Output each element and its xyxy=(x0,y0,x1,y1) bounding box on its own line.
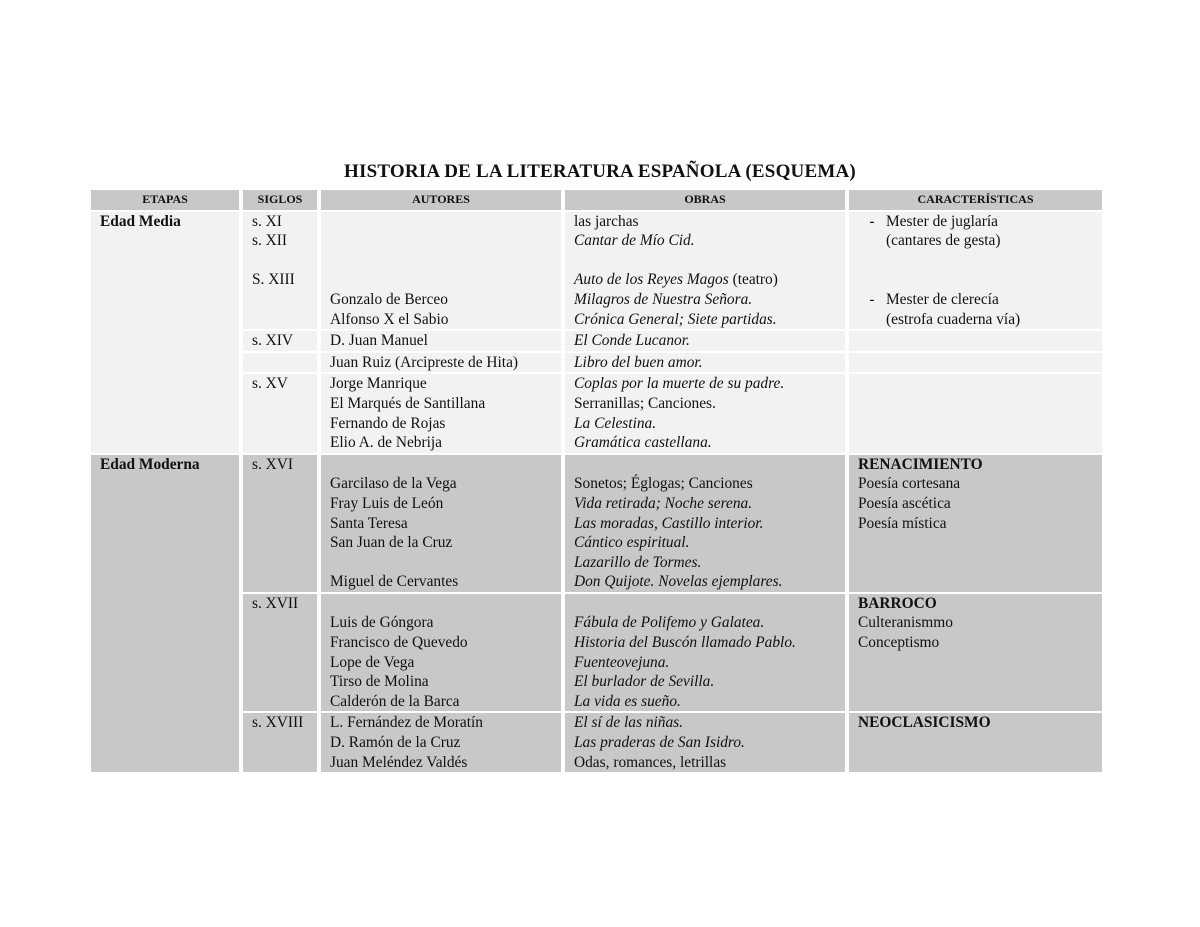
siglo-label: s. XII xyxy=(252,232,288,250)
siglo-cell: s. XVIII xyxy=(243,713,321,774)
caracteristicas-cell xyxy=(849,331,1102,353)
caracteristicas-cell xyxy=(849,353,1102,375)
autor: D. Ramón de la Cruz xyxy=(330,734,461,752)
obra: Milagros de Nuestra Señora. xyxy=(574,290,753,308)
obra: La Celestina. xyxy=(574,414,657,432)
autor: Lope de Vega xyxy=(330,653,415,671)
obra-note: (teatro) xyxy=(728,271,778,289)
autor: Luis de Góngora xyxy=(330,614,434,632)
obra: Vida retirada; Noche serena. xyxy=(574,494,753,512)
periodo-heading: NEOCLASICISMO xyxy=(858,714,991,732)
siglo-cell: s. XVI xyxy=(243,455,321,594)
autor: Elio A. de Nebrija xyxy=(330,434,442,452)
autor: San Juan de la Cruz xyxy=(330,534,453,552)
caracteristicas-cell xyxy=(849,374,1102,454)
siglo-label: S. XIII xyxy=(252,271,295,289)
obras-cell: El Conde Lucanor. xyxy=(565,331,849,353)
obra: Fuenteovejuna. xyxy=(574,653,670,671)
table-row xyxy=(91,212,1102,332)
etapa-edad-media: Edad Media xyxy=(91,212,243,455)
obra: Fábula de Polifemo y Galatea. xyxy=(574,614,765,632)
siglo-cell xyxy=(243,353,321,375)
table-row xyxy=(91,331,1102,353)
obras-cell xyxy=(565,594,849,714)
table-row xyxy=(91,455,1102,594)
rasgo: (cantares de gesta) xyxy=(886,232,1001,250)
siglo-cell: s. XVII xyxy=(243,594,321,714)
obra: Coplas por la muerte de su padre. xyxy=(574,375,785,393)
rasgo: Poesía ascética xyxy=(858,494,951,512)
dash-bullet: - xyxy=(869,212,875,230)
autor: Jorge Manrique xyxy=(330,375,427,393)
rasgo: Culteranismmo xyxy=(858,614,953,632)
obra: Historia del Buscón llamado Pablo. xyxy=(574,634,796,652)
autor: Tirso de Molina xyxy=(330,673,429,691)
obra xyxy=(574,270,845,290)
caracteristicas-cell xyxy=(849,713,1102,774)
table-row xyxy=(91,713,1102,774)
rasgo: (estrofa cuaderna vía) xyxy=(886,310,1021,328)
table-row xyxy=(91,353,1102,375)
autor: L. Fernández de Moratín xyxy=(330,714,483,732)
obra: Crónica General; Siete partidas. xyxy=(574,310,777,328)
caracteristicas-cell xyxy=(849,212,1102,332)
obra: El burlador de Sevilla. xyxy=(574,673,715,691)
obras-cell xyxy=(565,374,849,454)
obras-cell xyxy=(565,212,849,332)
autor: Alfonso X el Sabio xyxy=(330,310,449,328)
autor: Calderón de la Barca xyxy=(330,692,460,710)
obra: Lazarillo de Tormes. xyxy=(574,553,702,571)
dash-bullet: - xyxy=(869,290,875,308)
autor: Miguel de Cervantes xyxy=(330,573,459,591)
table-row xyxy=(91,374,1102,454)
autores-cell: D. Juan Manuel xyxy=(321,331,565,353)
header-siglos: SIGLOS xyxy=(243,190,321,212)
obra: Gramática castellana. xyxy=(574,434,712,452)
obra-title: Auto de los Reyes Magos xyxy=(574,271,729,289)
header-etapas: ETAPAS xyxy=(91,190,243,212)
rasgo: Poesía mística xyxy=(858,514,947,532)
siglo-label: s. XI xyxy=(252,212,282,230)
autores-cell xyxy=(321,374,565,454)
rasgo: - Mester de clerecía xyxy=(858,290,1102,310)
obra: La vida es sueño. xyxy=(574,692,681,710)
autor: Gonzalo de Berceo xyxy=(330,290,448,308)
obra: El sí de las niñas. xyxy=(574,714,684,732)
obra: las jarchas xyxy=(574,212,639,230)
header-obras: OBRAS xyxy=(565,190,849,212)
etapa-edad-moderna: Edad Moderna xyxy=(91,455,243,775)
obra: Serranillas; Canciones. xyxy=(574,394,716,412)
obra: Odas, romances, letrillas xyxy=(574,753,727,771)
caracteristicas-cell xyxy=(849,594,1102,714)
siglo-cell: s. XIV xyxy=(243,331,321,353)
obras-cell xyxy=(565,713,849,774)
autor: Fray Luis de León xyxy=(330,494,444,512)
rasgo: - Mester de juglaría xyxy=(858,212,1102,232)
autor: Santa Teresa xyxy=(330,514,408,532)
obra: Don Quijote. Novelas ejemplares. xyxy=(574,573,783,591)
obra: Las praderas de San Isidro. xyxy=(574,734,745,752)
table-row xyxy=(91,594,1102,714)
autor: Francisco de Quevedo xyxy=(330,634,468,652)
autor: Garcilaso de la Vega xyxy=(330,475,457,493)
obra: Sonetos; Églogas; Canciones xyxy=(574,475,753,493)
siglo-cell: s. XV xyxy=(243,374,321,454)
autores-cell xyxy=(321,212,565,332)
obra: Cantar de Mío Cid. xyxy=(574,232,695,250)
obra: Cántico espiritual. xyxy=(574,534,690,552)
autores-cell xyxy=(321,594,565,714)
siglo-cell xyxy=(243,212,321,332)
autores-cell xyxy=(321,713,565,774)
caracteristicas-cell xyxy=(849,455,1102,594)
obras-cell: Libro del buen amor. xyxy=(565,353,849,375)
literature-scheme-table xyxy=(91,190,1102,774)
header-row xyxy=(91,190,1102,212)
obra: Las moradas, Castillo interior. xyxy=(574,514,764,532)
page-title: HISTORIA DE LA LITERATURA ESPAÑOLA (ESQUEMA) xyxy=(344,161,856,182)
header-autores: AUTORES xyxy=(321,190,565,212)
header-caracteristicas: CARACTERÍSTICAS xyxy=(849,190,1102,212)
autores-cell xyxy=(321,455,565,594)
rasgo: Poesía cortesana xyxy=(858,475,961,493)
periodo-heading: BARROCO xyxy=(858,594,937,612)
autores-cell: Juan Ruiz (Arcipreste de Hita) xyxy=(321,353,565,375)
rasgo: Conceptismo xyxy=(858,634,940,652)
periodo-heading: RENACIMIENTO xyxy=(858,455,983,473)
obras-cell xyxy=(565,455,849,594)
autor: El Marqués de Santillana xyxy=(330,394,486,412)
autor: Fernando de Rojas xyxy=(330,414,446,432)
autor: Juan Meléndez Valdés xyxy=(330,753,468,771)
